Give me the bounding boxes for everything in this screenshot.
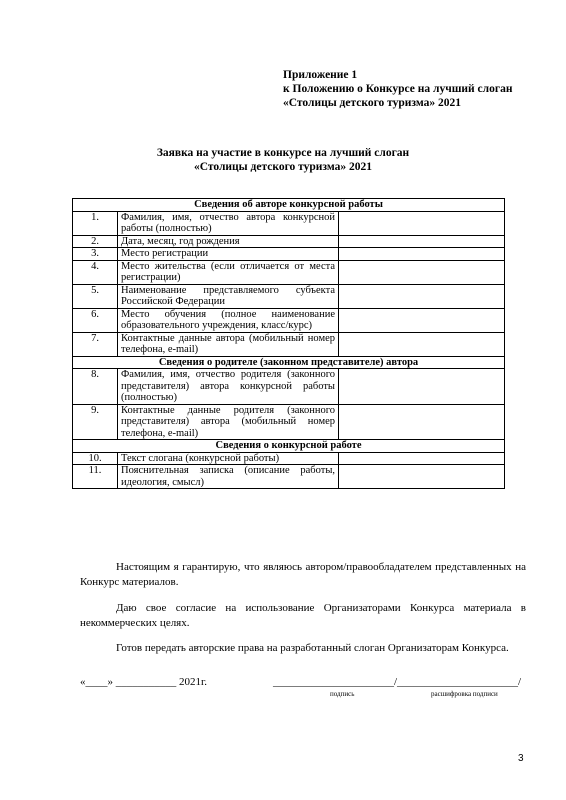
- row-label: Текст слогана (конкурсной работы): [118, 452, 339, 465]
- application-table: [72, 198, 505, 489]
- table-row: [73, 211, 505, 235]
- row-label: Наименование представляемого субъекта Российской Федерации: [118, 284, 339, 308]
- form-title: [0, 146, 566, 174]
- rights-paragraph: Готов передать авторские права на разработанный слоган Организаторам Конкурса.: [116, 642, 509, 654]
- section-work-heading: Сведения о конкурсной работе: [73, 440, 505, 453]
- row-value-cell[interactable]: [339, 284, 505, 308]
- table-row: [73, 260, 505, 284]
- row-value-cell[interactable]: [339, 260, 505, 284]
- consent-paragraph: Даю свое согласие на использование Организаторами Конкурса материала в некоммерческих целях.: [80, 602, 526, 629]
- section-author-heading: Сведения об авторе конкурсной работы: [73, 199, 505, 212]
- row-number: 4.: [73, 260, 118, 284]
- row-number: 8.: [73, 369, 118, 405]
- appendix-line-2: к Положению о Конкурсе на лучший слоган: [283, 83, 513, 95]
- signature-caption: подпись: [330, 690, 355, 698]
- row-value-cell[interactable]: [339, 308, 505, 332]
- section-row: [73, 440, 505, 453]
- table-row: [73, 284, 505, 308]
- row-value-cell[interactable]: [339, 211, 505, 235]
- row-label: Дата, месяц, год рождения: [118, 235, 339, 248]
- row-value-cell[interactable]: [339, 452, 505, 465]
- row-value-cell[interactable]: [339, 404, 505, 440]
- row-number: 1.: [73, 211, 118, 235]
- row-value-cell[interactable]: [339, 235, 505, 248]
- table-row: [73, 465, 505, 489]
- appendix-header: [283, 68, 512, 110]
- appendix-line-1: Приложение 1: [283, 69, 358, 81]
- table-row: [73, 248, 505, 261]
- row-value-cell[interactable]: [339, 332, 505, 356]
- row-number: 9.: [73, 404, 118, 440]
- guarantee-paragraph: Настоящим я гарантирую, что являюсь автором/правообладателем представленных на Конкурс материалов.: [80, 561, 526, 588]
- row-label: Пояснительная записка (описание работы, идеология, смысл): [118, 465, 339, 489]
- row-label: Контактные данные автора (мобильный номер телефона, e-mail): [118, 332, 339, 356]
- row-number: 7.: [73, 332, 118, 356]
- row-number: 2.: [73, 235, 118, 248]
- row-number: 11.: [73, 465, 118, 489]
- page-number: 3: [518, 753, 524, 764]
- row-value-cell[interactable]: [339, 465, 505, 489]
- row-number: 3.: [73, 248, 118, 261]
- row-label: Фамилия, имя, отчество родителя (законного представителя) автора конкурсной работы (полностью): [118, 369, 339, 405]
- appendix-line-3: «Столицы детского туризма» 2021: [283, 97, 462, 109]
- section-row: [73, 356, 505, 369]
- form-title-line-2: «Столицы детского туризма» 2021: [193, 161, 372, 173]
- table-row: [73, 332, 505, 356]
- row-label: Место жительства (если отличается от места регистрации): [118, 260, 339, 284]
- row-label: Место обучения (полное наименование образовательного учреждения, класс/курс): [118, 308, 339, 332]
- row-number: 6.: [73, 308, 118, 332]
- section-row: [73, 199, 505, 212]
- row-label: Контактные данные родителя (законного представителя) автора (мобильный номер телефона, e-mail): [118, 404, 339, 440]
- row-value-cell[interactable]: [339, 369, 505, 405]
- row-label: Место регистрации: [118, 248, 339, 261]
- table-row: [73, 452, 505, 465]
- signature-decode-caption: расшифровка подписи: [431, 690, 498, 698]
- form-title-line-1: Заявка на участие в конкурсе на лучший слоган: [156, 147, 410, 159]
- section-parent-heading: Сведения о родителе (законном представителе) автора: [73, 356, 505, 369]
- signature-line: ______________________/______________________/: [273, 676, 522, 688]
- table-row: [73, 308, 505, 332]
- row-number: 10.: [73, 452, 118, 465]
- row-value-cell[interactable]: [339, 248, 505, 261]
- row-number: 5.: [73, 284, 118, 308]
- row-label: Фамилия, имя, отчество автора конкурсной работы (полностью): [118, 211, 339, 235]
- table-row: [73, 404, 505, 440]
- date-line: «____» ___________ 2021г.: [80, 676, 208, 688]
- table-row: [73, 235, 505, 248]
- table-row: [73, 369, 505, 405]
